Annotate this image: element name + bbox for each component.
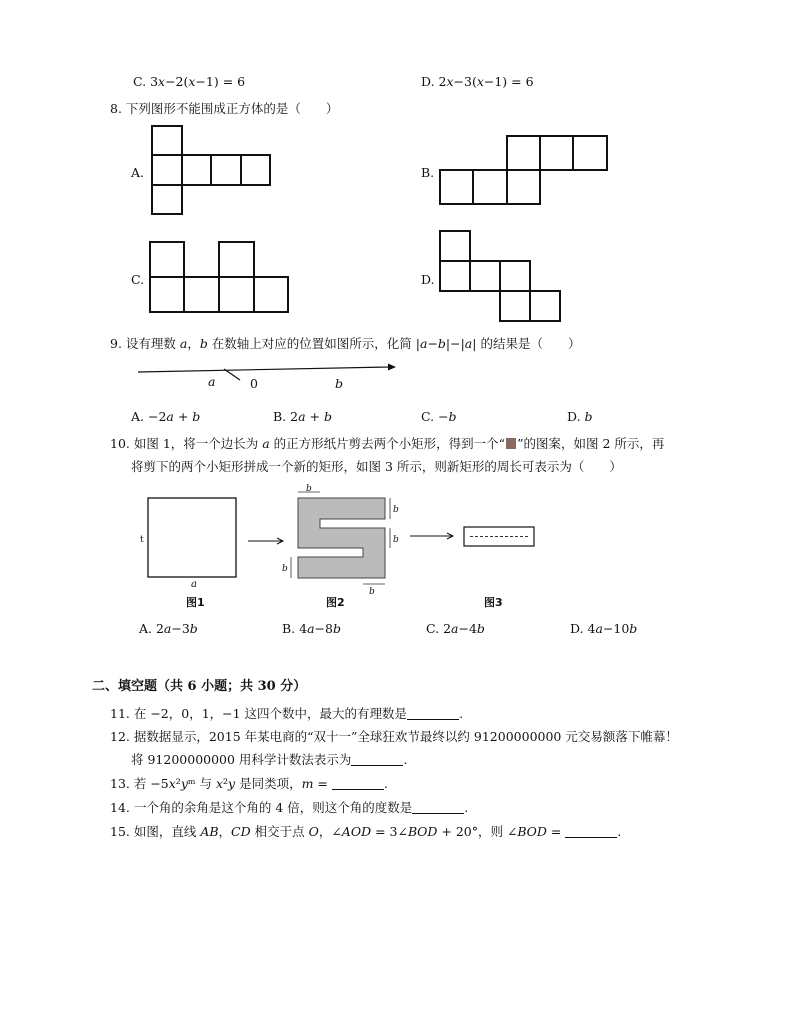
fig2-s-shape bbox=[291, 492, 390, 584]
q9-option-c: C. −𝑏 bbox=[421, 409, 457, 424]
fig2-top-label: 𝑏 bbox=[306, 484, 312, 494]
q10-stem-line2: 将剪下的两个小矩形拼成一个新的矩形，如图 3 所示，则新矩形的周长可表示为（ ） bbox=[131, 459, 622, 474]
q8-stem: 8. 下列图形不能围成正方体的是（ ） bbox=[110, 101, 339, 116]
fig2-caption: 图2 bbox=[326, 596, 345, 609]
q8-label-b: B. bbox=[421, 165, 435, 180]
cube-net-b bbox=[440, 136, 607, 204]
cube-net-a bbox=[152, 126, 270, 214]
s-shape-icon bbox=[506, 438, 516, 449]
fig1-left-label: t bbox=[140, 535, 144, 545]
q13-end: . bbox=[383, 776, 388, 791]
section-title: 二、填空题（共 6 小题；共 30 分） bbox=[92, 679, 307, 694]
fig1-bottom-label: 𝑎 bbox=[191, 579, 197, 590]
cube-net-d bbox=[440, 231, 560, 321]
fig3-rectangle bbox=[464, 527, 534, 546]
q9-axis-label-zero: 0 bbox=[250, 376, 258, 391]
q12-end: . bbox=[403, 752, 408, 767]
q11 bbox=[110, 706, 463, 722]
q12-line2 bbox=[131, 752, 407, 768]
q14-text: 14. 一个角的余角是这个角的 4 倍，则这个角的度数是 bbox=[110, 800, 413, 815]
fig2-left-label: 𝑏 bbox=[282, 564, 288, 574]
q11-end: . bbox=[459, 706, 464, 721]
fig2-right-label-1: 𝑏 bbox=[393, 505, 399, 515]
q10-stem-part-a: 10. 如图 1，将一个边长为 𝑎 的正方形纸片剪去两个小矩形，得到一个“ bbox=[110, 436, 506, 451]
q12-line1: 12. 据数据显示，2015 年某电商的“双十一”全球狂欢节最终以约 91200000000 元交易额落下帷幕！ bbox=[110, 729, 678, 744]
q12-answer-blank[interactable] bbox=[351, 753, 403, 766]
q13-text: 13. 若 −5𝑥²𝑦ᵐ 与 𝑥²𝑦 是同类项，𝑚 = bbox=[110, 776, 328, 791]
q9-option-d: D. 𝑏 bbox=[567, 409, 593, 424]
q9-axis-label-a: 𝑎 bbox=[208, 374, 216, 389]
q14 bbox=[110, 800, 468, 816]
q15-text: 15. 如图，直线 𝐴𝐵，𝐶𝐷 相交于点 𝑂，∠𝐴𝑂𝐷 = 3∠𝐵𝑂𝐷 + 20°，则 ∠𝐵𝑂𝐷 = bbox=[110, 824, 562, 839]
q10-stem-line1 bbox=[110, 436, 664, 452]
q7-option-c: C. 3𝑥−2(𝑥−1) = 6 bbox=[133, 74, 246, 89]
q15-end: . bbox=[617, 824, 622, 839]
q8-label-c: C. bbox=[131, 272, 145, 287]
q9-option-a: A. −2𝑎 + 𝑏 bbox=[131, 409, 201, 424]
q10-option-b: B. 4𝑎−8𝑏 bbox=[282, 621, 341, 636]
q10-option-c: C. 2𝑎−4𝑏 bbox=[426, 621, 485, 636]
q12-text: 将 91200000000 用科学计数法表示为 bbox=[131, 752, 352, 767]
q13 bbox=[110, 776, 388, 792]
q10-stem-part-b: ”的图案，如图 2 所示，再 bbox=[517, 436, 665, 451]
fig1-caption: 图1 bbox=[186, 596, 205, 609]
q15 bbox=[110, 824, 621, 840]
q10-option-a: A. 2𝑎−3𝑏 bbox=[139, 621, 198, 636]
fig2-bottom-label: 𝑏 bbox=[369, 587, 375, 597]
fig3-caption: 图3 bbox=[484, 596, 503, 609]
q9-stem: 9. 设有理数 𝑎，𝑏 在数轴上对应的位置如图所示，化简 |𝑎−𝑏|−|𝑎| 的结果是（ ） bbox=[110, 336, 581, 351]
fig1-square bbox=[148, 498, 236, 577]
q13-answer-blank[interactable] bbox=[332, 777, 384, 790]
q9-number-line bbox=[138, 364, 396, 381]
q15-answer-blank[interactable] bbox=[565, 825, 617, 838]
q7-option-d: D. 2𝑥−3(𝑥−1) = 6 bbox=[421, 74, 534, 89]
q9-option-b: B. 2𝑎 + 𝑏 bbox=[273, 409, 332, 424]
q14-answer-blank[interactable] bbox=[412, 801, 464, 814]
q11-answer-blank[interactable] bbox=[407, 707, 459, 720]
q14-end: . bbox=[464, 800, 469, 815]
q11-text: 11. 在 −2，0，1，−1 这四个数中，最大的有理数是 bbox=[110, 706, 408, 721]
fig2-right-label-2: 𝑏 bbox=[393, 535, 399, 545]
q9-axis-label-b: 𝑏 bbox=[335, 376, 344, 391]
q8-label-a: A. bbox=[131, 165, 145, 180]
q8-label-d: D. bbox=[421, 272, 435, 287]
q10-option-d: D. 4𝑎−10𝑏 bbox=[570, 621, 638, 636]
cube-net-c bbox=[150, 242, 288, 312]
